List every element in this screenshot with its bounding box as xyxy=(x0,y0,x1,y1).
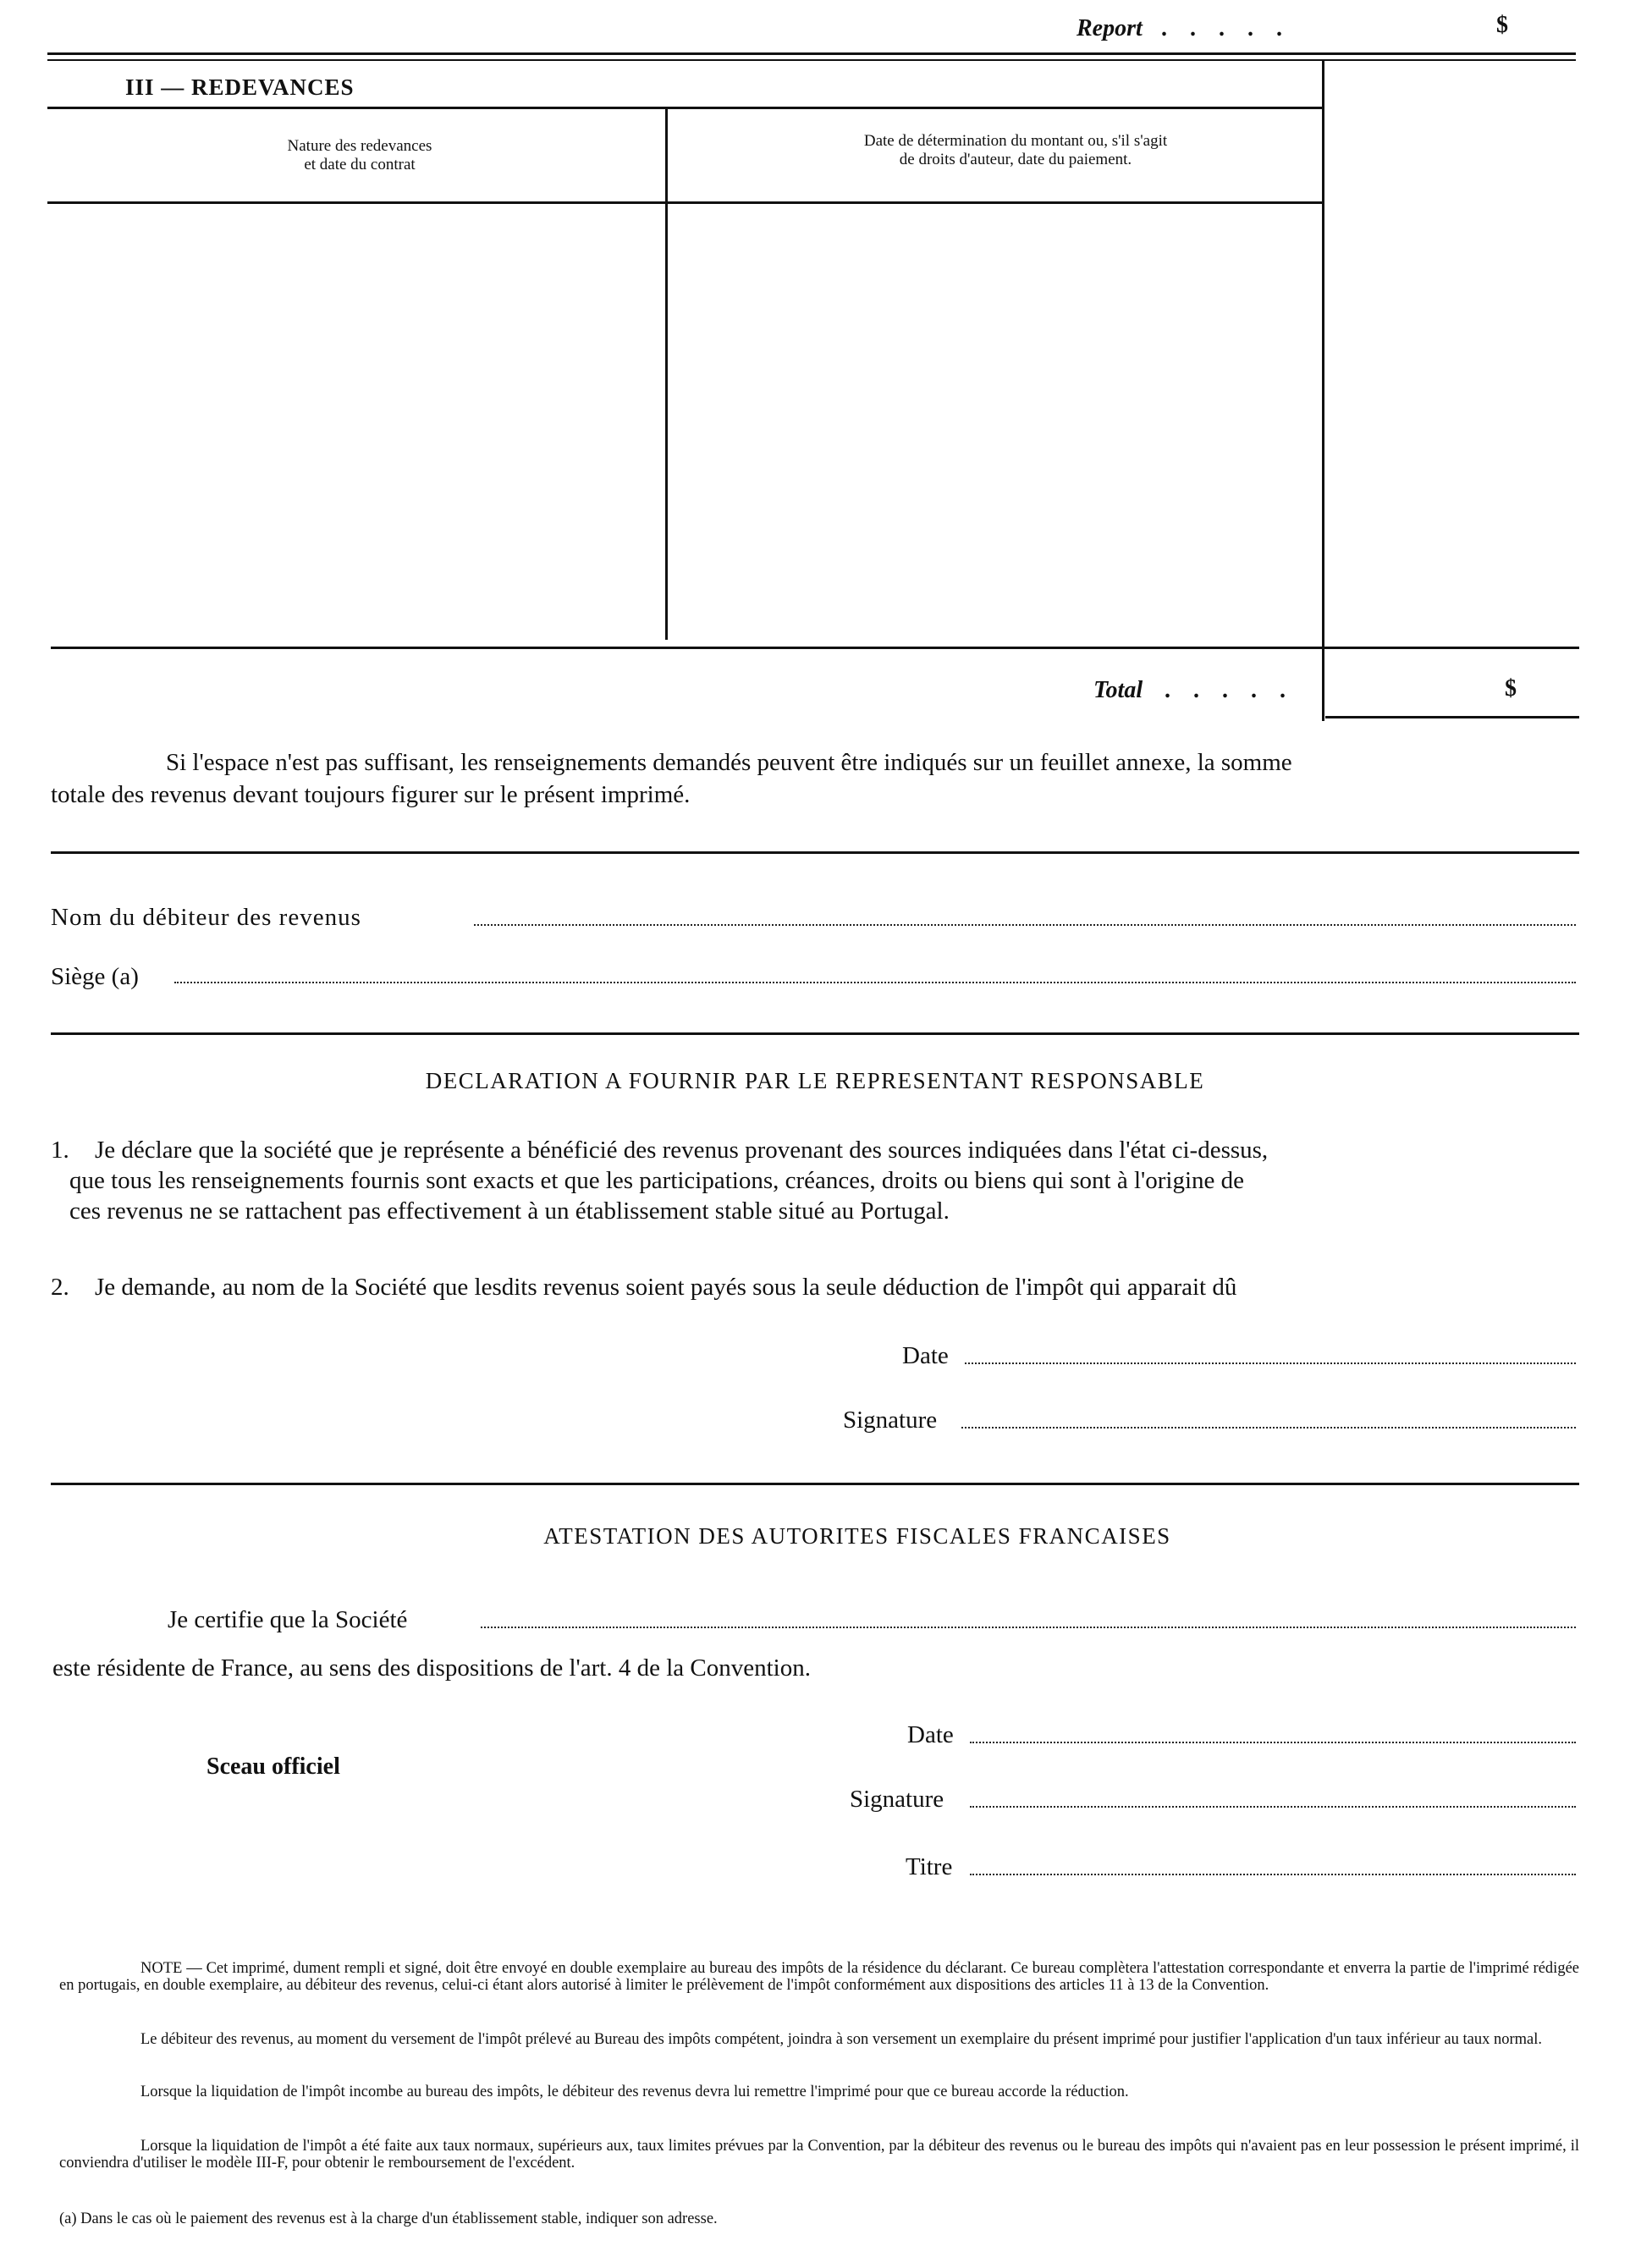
table-right-frame xyxy=(1322,61,1324,721)
attestation-date-field[interactable] xyxy=(970,1742,1576,1743)
declaration-item1-line2: que tous les renseignements fournis sont exacts et que les participations, créances, droits ou biens qui sont à l'origine de xyxy=(69,1167,1245,1194)
column-header-date: Date de détermination du montant ou, s'il s'agit de droits d'auteur, date du paiement. xyxy=(863,132,1168,168)
declaration-date-field[interactable] xyxy=(965,1362,1576,1364)
attestation-signature-field[interactable] xyxy=(970,1806,1576,1808)
debtor-rule xyxy=(51,1032,1579,1035)
attestation-title-field[interactable] xyxy=(970,1874,1576,1875)
footnote: (a) Dans le cas où le paiement des revenus est à la charge d'un établissement stable, indiquer son adresse. xyxy=(59,2210,718,2227)
attestation-signature-label: Signature xyxy=(850,1786,944,1813)
attestation-certify-label: Je certifie que la Société xyxy=(168,1606,408,1633)
total-currency: $ xyxy=(1505,675,1517,702)
declaration-title: DECLARATION A FOURNIR PAR LE REPRESENTANT RESPONSABLE xyxy=(425,1068,1205,1093)
total-leader: . . . . . xyxy=(1165,677,1294,703)
debtor-name-field[interactable] xyxy=(474,924,1576,926)
table-bottom-rule xyxy=(51,647,1579,649)
report-leader: . . . . . xyxy=(1161,15,1291,41)
official-seal-label: Sceau officiel xyxy=(206,1753,340,1780)
table-column-divider xyxy=(665,108,668,640)
declaration-item1-number: 1. xyxy=(51,1137,69,1164)
declaration-signature-field[interactable] xyxy=(961,1427,1576,1429)
declaration-item2-number: 2. xyxy=(51,1274,69,1301)
total-label: Total xyxy=(1093,677,1143,703)
annex-note-line2: totale des revenus devant toujours figurer sur le présent imprimé. xyxy=(51,781,691,808)
total-bottom-rule xyxy=(1325,716,1579,718)
attestation-title: ATESTATION DES AUTORITES FISCALES FRANCAISES xyxy=(543,1523,1171,1549)
declaration-item2-text: Je demande, au nom de la Société que lesdits revenus soient payés sous la seule déduction de l'impôt qui apparait dû xyxy=(95,1274,1237,1301)
note-paragraph-4: Lorsque la liquidation de l'impôt a été faite aux taux normaux, supérieurs aux, taux limites prévues par la Convention, par la débiteur des revenus ou le bureau des impôts qui n'avaient pas en leur possession le présent imprimé, il conviendra d'utiliser le modèle III-F, pour obtenir le remboursement de l'excédent. xyxy=(59,2138,1579,2172)
table-header-rule xyxy=(47,201,1322,204)
attestation-company-field[interactable] xyxy=(481,1627,1576,1628)
declaration-item1-line3: ces revenus ne se rattachent pas effectivement à un établissement stable situé au Portugal. xyxy=(69,1197,950,1225)
header-rule-top xyxy=(47,52,1576,55)
declaration-date-label: Date xyxy=(902,1342,949,1369)
note-paragraph-2: Le débiteur des revenus, au moment du versement de l'impôt prélevé au Bureau des impôts compétent, joindra à son versement un exemplaire du présent imprimé pour justifier l'application d'un taux inférieur au taux normal. xyxy=(140,2031,1543,2048)
attestation-title-label: Titre xyxy=(906,1853,953,1880)
debtor-seat-label: Siège (a) xyxy=(51,963,139,990)
note-paragraph-3: Lorsque la liquidation de l'impôt incombe au bureau des impôts, le débiteur des revenus devra lui remettre l'imprimé pour que ce bureau accorde la réduction. xyxy=(140,2084,1129,2100)
declaration-signature-label: Signature xyxy=(843,1406,938,1434)
section-iii-title: III — REDEVANCES xyxy=(125,74,355,100)
declaration-item1-line1: Je déclare que la société que je représente a bénéficié des revenus provenant des sources indiquées dans l'état ci-dessus, xyxy=(95,1137,1269,1164)
table-top-rule xyxy=(47,107,1322,109)
note-paragraph-1: NOTE — Cet imprimé, dument rempli et signé, doit être envoyé en double exemplaire au bureau des impôts de la résidence du déclarant. Ce bureau complètera l'attestation correspondante et enverra la partie de l'imprimé rédigée en portugais, en double exemplaire, au débiteur des revenus, celui-ci étant alors autorisé à limiter le prélèvement de l'impôt conformément aux dispositions des articles 11 à 13 de la Convention. xyxy=(59,1960,1579,1994)
header-rule-bottom xyxy=(47,59,1576,61)
declaration-rule xyxy=(51,1483,1579,1485)
annex-note-line1: Si l'espace n'est pas suffisant, les renseignements demandés peuvent être indiqués sur un feuillet annexe, la somme xyxy=(166,749,1292,776)
attestation-date-label: Date xyxy=(907,1721,954,1748)
report-label: Report xyxy=(1077,15,1143,41)
annex-rule xyxy=(51,851,1579,854)
report-currency: $ xyxy=(1496,12,1508,38)
column-header-nature: Nature des redevances et date du contrat xyxy=(287,137,432,173)
debtor-seat-field[interactable] xyxy=(174,982,1576,983)
attestation-residence-text: este résidente de France, au sens des dispositions de l'art. 4 de la Convention. xyxy=(52,1654,811,1682)
debtor-name-label: Nom du débiteur des revenus xyxy=(51,904,361,931)
